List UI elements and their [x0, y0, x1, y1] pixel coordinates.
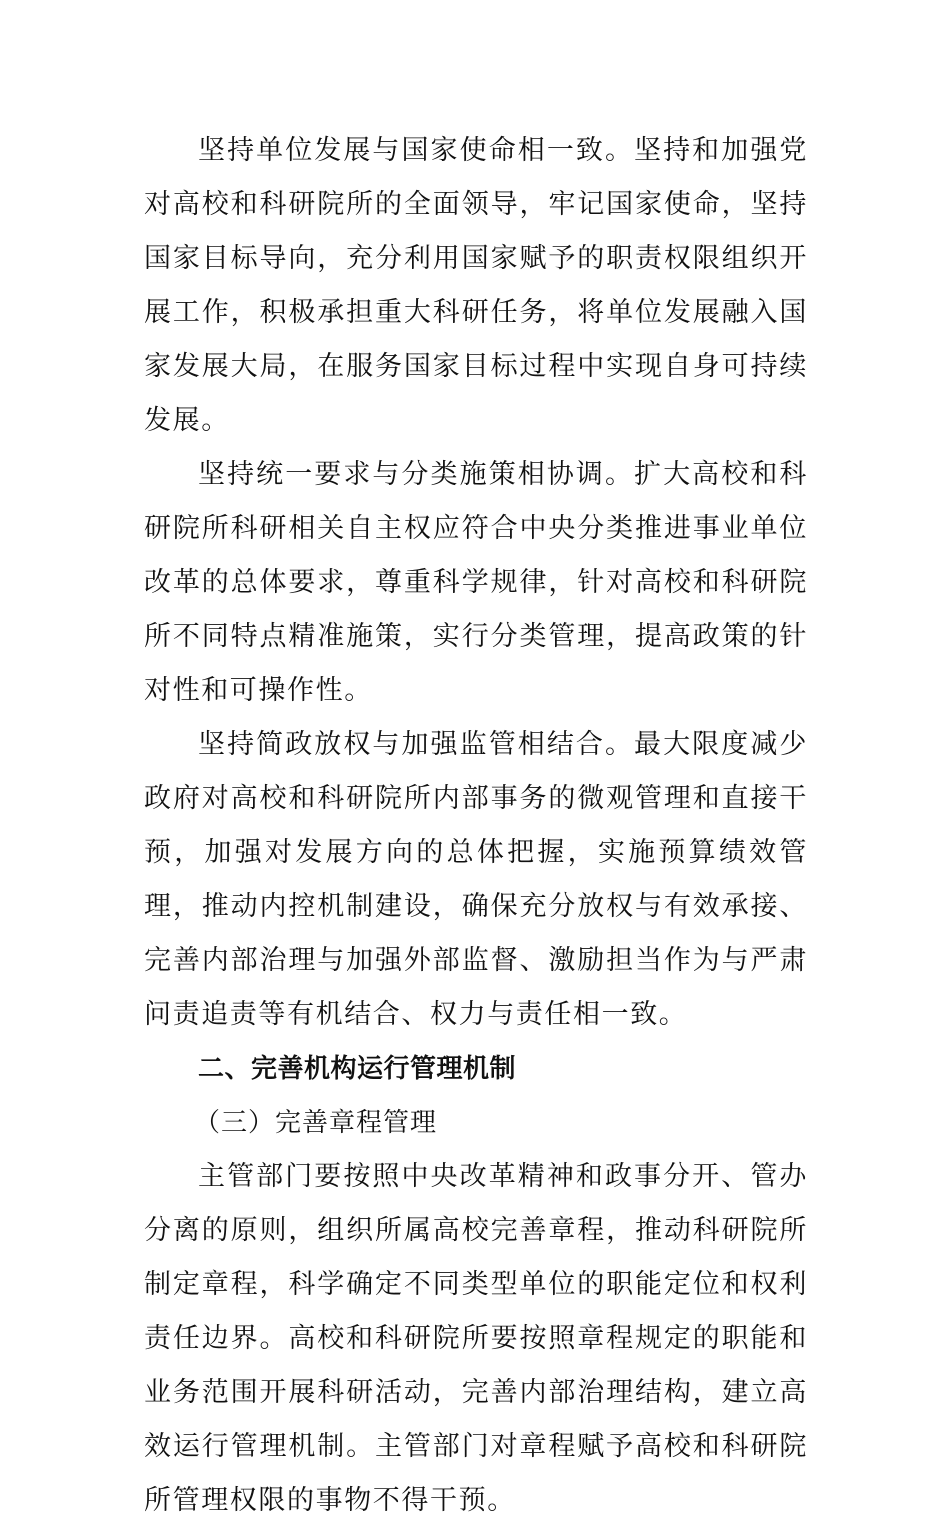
- subsection-heading: （三）完善章程管理: [194, 1108, 438, 1138]
- section-heading: 二、完善机构运行管理机制: [198, 1054, 517, 1084]
- paragraph-unit-mission: 坚持单位发展与国家使命相一致。坚持和加强党对高校和科研院所的全面领导，牢记国家使命，坚持国家目标导向，充分利用国家赋予的职责权限组织开展工作，积极承担重大科研任务，将单位发展融入国家发展大局，在服务国家目标过程中实现自身可持续发展。: [144, 135, 808, 436]
- paragraph-unified-requirements: 坚持统一要求与分类施策相协调。扩大高校和科研院所科研相关自主权应符合中央分类推进事业单位改革的总体要求，尊重科学规律，针对高校和科研院所不同特点精准施策，实行分类管理，提高政策的针对性和可操作性。: [144, 459, 808, 706]
- document-page: [144, 124, 808, 1528]
- paragraph-charter-management: 主管部门要按照中央改革精神和政事分开、管办分离的原则，组织所属高校完善章程，推动科研院所制定章程，科学确定不同类型单位的职能定位和权利责任边界。高校和科研院所要按照章程规定的职能和业务范围开展科研活动，完善内部治理结构，建立高效运行管理机制。主管部门对章程赋予高校和科研院所管理权限的事物不得干预。: [144, 1161, 808, 1516]
- paragraph-decentralization: 坚持简政放权与加强监管相结合。最大限度减少政府对高校和科研院所内部事务的微观管理和直接干预，加强对发展方向的总体把握，实施预算绩效管理，推动内控机制建设，确保充分放权与有效承接、完善内部治理与加强外部监督、激励担当作为与严肃问责追责等有机结合、权力与责任相一致。: [144, 729, 808, 1030]
